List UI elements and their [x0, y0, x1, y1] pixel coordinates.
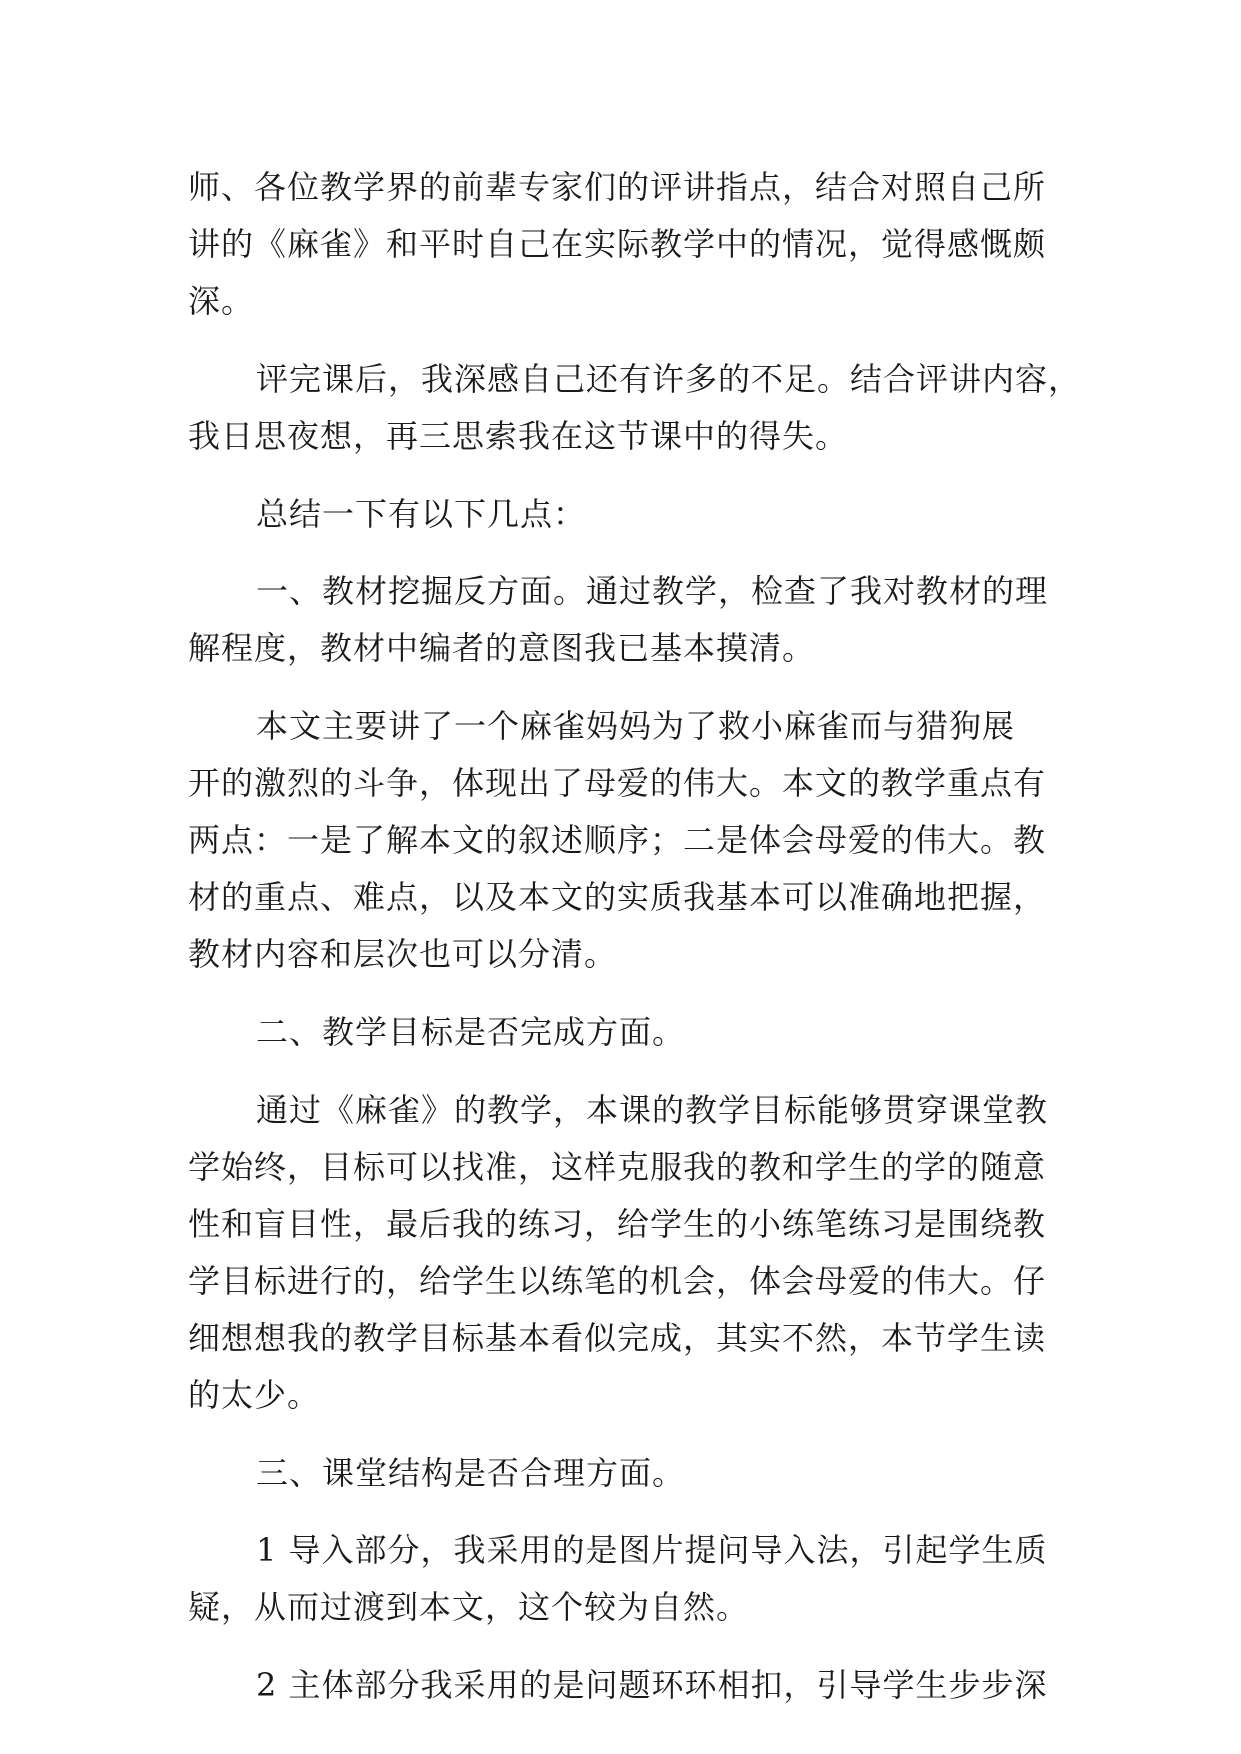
text-line: 材的重点、难点，以及本文的实质我基本可以准确地把握， — [188, 878, 1047, 916]
paragraph-first-line: 2 主体部分我采用的是问题环环相扣，引导学生步步深 — [256, 1666, 1048, 1704]
text-line: 师、各位教学界的前辈专家们的评讲指点，结合对照自己所 — [188, 168, 1047, 206]
paragraph-first-line: 总结一下有以下几点： — [256, 495, 587, 533]
text-line: 两点：一是了解本文的叙述顺序；二是体会母爱的伟大。教 — [188, 821, 1047, 859]
text-line: 学目标进行的，给学生以练笔的机会，体会母爱的伟大。仔 — [188, 1262, 1047, 1300]
text-line: 深。 — [188, 282, 255, 320]
text-line: 性和盲目性，最后我的练习，给学生的小练笔练习是围绕教 — [188, 1205, 1047, 1243]
text-line: 细想想我的教学目标基本看似完成，其实不然，本节学生读 — [188, 1319, 1047, 1357]
text-line: 开的激烈的斗争，体现出了母爱的伟大。本文的教学重点有 — [188, 764, 1047, 802]
text-line: 教材内容和层次也可以分清。 — [188, 935, 618, 973]
section-heading-1: 一、教材挖掘反方面。通过教学，检查了我对教材的理 — [256, 572, 1049, 610]
text-line: 的太少。 — [188, 1376, 321, 1414]
text-line: 我日思夜想，再三思索我在这节课中的得失。 — [188, 417, 849, 455]
section-heading-2: 二、教学目标是否完成方面。 — [256, 1013, 686, 1051]
paragraph-first-line: 1 导入部分，我采用的是图片提问导入法，引起学生质 — [256, 1531, 1048, 1569]
paragraph-first-line: 评完课后，我深感自己还有许多的不足。结合评讲内容， — [256, 360, 1082, 398]
paragraph-first-line: 本文主要讲了一个麻雀妈妈为了救小麻雀而与猎狗展 — [256, 707, 1016, 745]
text-line: 学始终，目标可以找准，这样克服我的教和学生的学的随意 — [188, 1148, 1047, 1186]
text-line: 讲的《麻雀》和平时自己在实际教学中的情况，觉得感慨颇 — [188, 225, 1047, 263]
section-heading-3: 三、课堂结构是否合理方面。 — [256, 1454, 686, 1492]
text-line: 解程度，教材中编者的意图我已基本摸清。 — [188, 629, 816, 667]
text-line: 疑，从而过渡到本文，这个较为自然。 — [188, 1588, 750, 1626]
paragraph-first-line: 通过《麻雀》的教学，本课的教学目标能够贯穿课堂教 — [256, 1091, 1049, 1129]
